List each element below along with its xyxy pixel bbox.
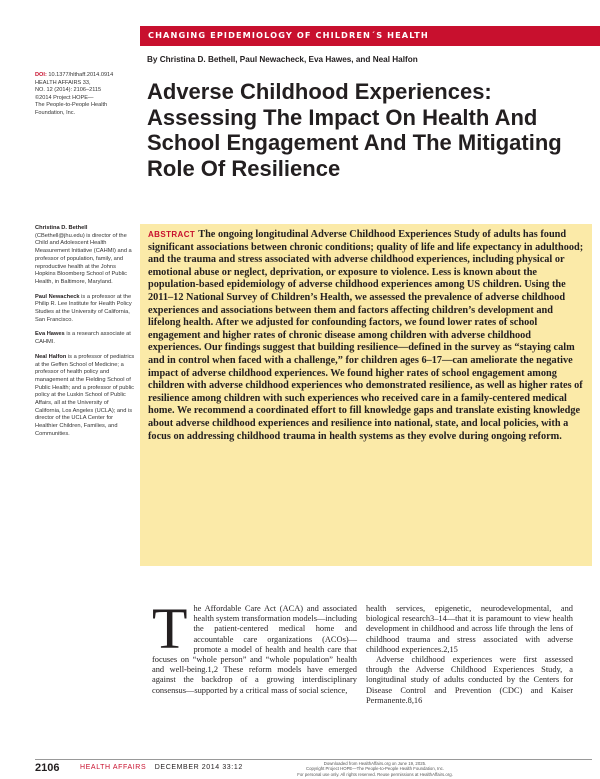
abstract-label: ABSTRACT [148,230,196,239]
author-bio [35,294,135,325]
download-line: Copyright Project HOPE—The People-to-People Health Foundation, Inc. [305,766,445,772]
section-banner [140,26,600,46]
author-bio-text: is a professor at the Philip R. Lee Institute for Health Policy Studies at the University of California, San Francisco. [35,293,132,323]
doi-value[interactable]: 10.1377/hlthaff.2014.0914 [48,72,114,78]
author-bio [35,331,135,346]
abstract-paragraph [148,229,584,443]
journal-volume: HEALTH AFFAIRS 33, [35,79,91,86]
page-number: 2106 [35,762,60,774]
body-column-2 [366,604,573,706]
drop-cap: T [152,596,188,661]
author-bio-text: is a professor of pediatrics at the Geffen School of Medicine; a professor of health policy and management at the Fielding School of Public Health; and a professor of public policy at the Luskin School of Public Affairs, all at the University of California, Los Angeles (UCLA); and is director of the UCLA Center for Healthier Children, Families, and Communities. [35,353,135,437]
body-column-1 [152,596,357,696]
body-paragraph: Adverse childhood experiences were first assessed through the Adverse Childhood Experiences Study, a longitudinal study of adults conducted by the Centers for Disease Control and Prevention (CDC) and Kaiser Permanente.8,16 [366,655,573,705]
author-bio-text: is a research associate at CAHMI. [35,331,131,346]
author-bio-text: (CBethell@jhu.edu) is director of the Child and Adolescent Health Measurement Initiative (CAHMI) and a professor of population, family, and reproductive health at the Johns Hopkins Bloomberg School of Public Health, in Baltimore, Maryland. [35,232,132,285]
footer-issue-date: DECEMBER 2014 33:12 [154,764,243,771]
body-text: he Affordable Care Act (ACA) and associated health system transformation models—including the patient-centered medical home and accountable care organizations (ACOs)—promote a model of health and health care that focuses on “whole person” and “whole population” health and well-being.1,2 These reform models have emerged against the backdrop of a growing interdisciplinary consensus—supported by a critical mass of social science, [152,604,357,695]
article-title: Adverse Childhood Experiences: Assessing The Impact On Health And School Engagement And The Mitigating Role Of Resilience [147,79,562,181]
author-name: Christina D. Bethell [35,225,88,231]
abstract-box [140,224,592,566]
copyright-line: ©2014 Project HOPE— [35,94,94,101]
download-line: Downloaded from HealthAffairs.org on June 19, 2025. [323,761,427,766]
section-banner-text: CHANGING EPIDEMIOLOGY OF CHILDREN´S HEALTH [148,30,429,40]
doi-block [35,72,135,118]
footer-journal-name: HEALTH AFFAIRS [80,764,147,771]
author-name: Eva Hawes [35,331,65,338]
doi-label: DOI: [35,72,47,78]
body-paragraph [152,596,357,696]
publisher-line: The People-to-People Health Foundation, Inc. [35,102,108,116]
body-paragraph: health services, epigenetic, neurodevelopmental, and biological research3–14—that it is paramount to view health development in childhood and across life through the lens of childhood trauma and stress associated with adverse childhood experiences.2,15 [366,604,573,654]
footer-divider [35,759,592,760]
download-notice [245,761,505,777]
article-byline: By Christina D. Bethell, Paul Newacheck, Eva Hawes, and Neal Halfon [147,55,418,64]
author-bio [35,225,135,287]
journal-issue: NO. 12 (2014): 2106–2115 [35,87,102,94]
author-bios [35,225,135,446]
author-bio [35,354,135,439]
download-line: For personal use only. All rights reserved. Reuse permissions at HealthAffairs.org. [297,771,453,777]
footer-journal [80,764,243,771]
author-name: Neal Halfon [35,353,67,360]
author-name: Paul Newacheck [35,293,80,300]
abstract-text: The ongoing longitudinal Adverse Childhood Experiences Study of adults has found significant associations between chronic conditions; quality of life and life expectancy in adulthood; and the trauma and stress associated with adverse childhood experiences, including physical or emotional abuse or neglect, deprivation, or exposure to violence. Less is known about the population-based epidemiology of adverse childhood experiences among US children. Using the 2011–12 National Survey of Children’s Health, we assessed the prevalence of adverse childhood experiences and associations between them and factors affecting children’s development and lifelong health. After we adjusted for confounding factors, we found lower rates of school engagement and higher rates of chronic disease among children with adverse childhood experiences. Our findings suggest that building resilience—defined in the survey as “staying calm and in control when faced with a challenge,” for children ages 6–17—can ameliorate the negative impact of adverse childhood experiences. We found higher rates of school engagement among children with adverse childhood experiences who demonstrated resilience, as well as higher rates of resilience among children with such experiences who received care in a family-centered medical home. We recommend a coordinated effort to fill knowledge gaps and translate existing knowledge about adverse childhood experiences and resilience into national, state, and local policies, with a focus on addressing childhood trauma in health systems as they evolve during ongoing reform. [148,229,584,442]
